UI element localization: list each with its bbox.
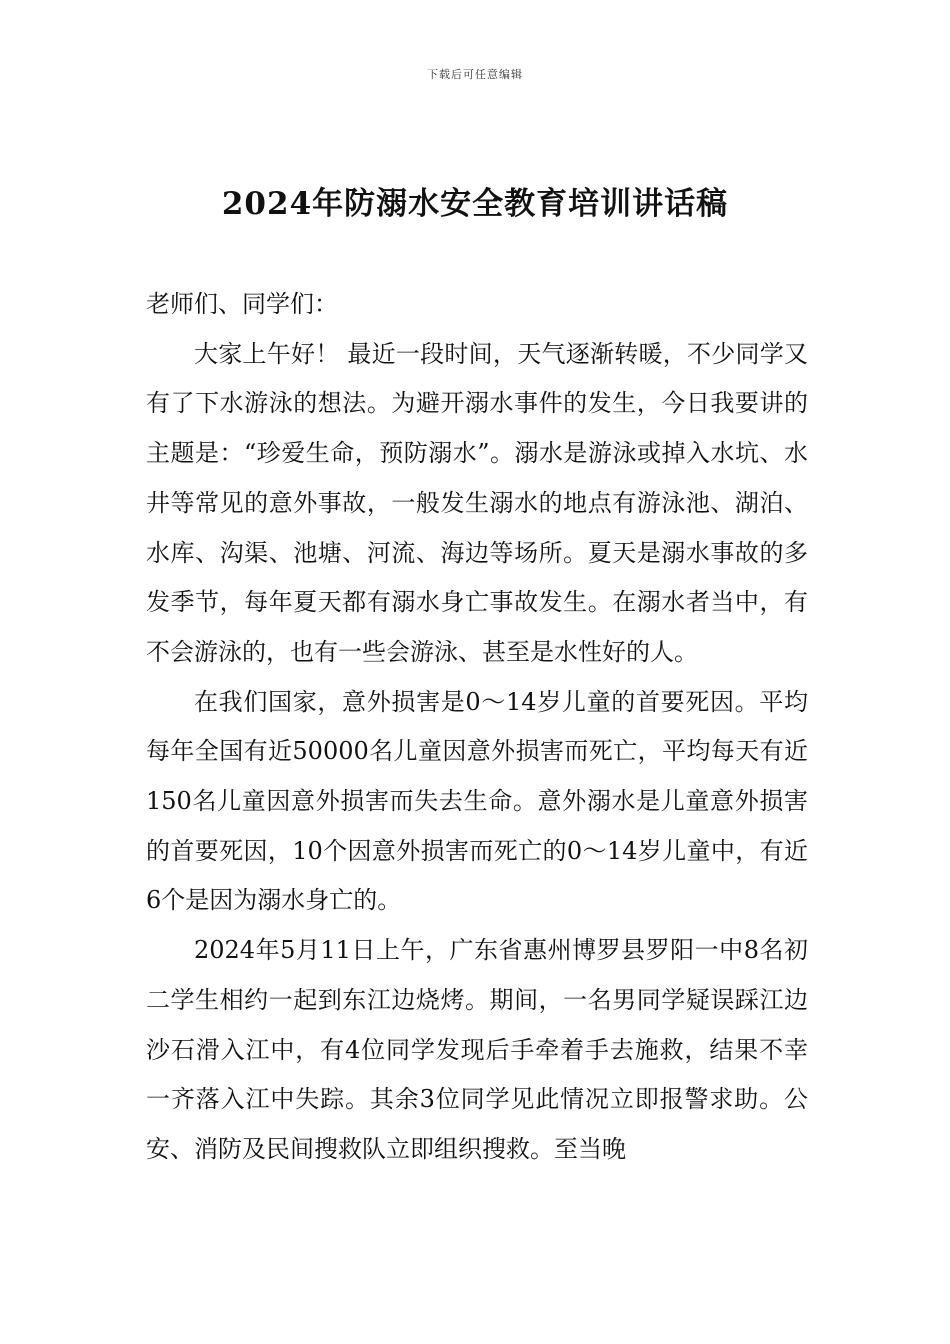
- paragraph-3: 2024年5月11日上午，广东省惠州博罗县罗阳一中8名初二学生相约一起到东江边烧烤。期间，一名男同学疑误踩江边沙石滑入江中，有4位同学发现后手牵着手去施救，结果不幸一齐落入江中失踪。其余3位同学见此情况立即报警求助。公安、消防及民间搜救队立即组织搜救。至当晚: [146, 936, 808, 1163]
- document-title: 2024年防溺水安全教育培训讲话稿: [221, 186, 729, 222]
- paragraph-1: 大家上午好！ 最近一段时间，天气逐渐转暖，不少同学又有了下水游泳的想法。为避开溺水事件的发生，今日我要讲的主题是：“珍爱生命，预防溺水”。溺水是游泳或掉入水坑、水井等常见的意外事故，一般发生溺水的地点有游泳池、湖泊、水库、沟渠、池塘、河流、海边等场所。夏天是溺水事故的多发季节，每年夏天都有溺水身亡事故发生。在溺水者当中，有不会游泳的，也有一些会游泳、甚至是水性好的人。: [146, 339, 808, 666]
- paragraph-2: 在我们国家，意外损害是0～14岁儿童的首要死因。平均每年全国有近50000名儿童因意外损害而死亡，平均每天有近150名儿童因意外损害而失去生命。意外溺水是儿童意外损害的首要死因，10个因意外损害而死亡的0～14岁儿童中，有近6个是因为溺水身亡的。: [146, 687, 808, 915]
- salutation: 老师们、同学们：: [146, 290, 338, 318]
- header-note: 下载后可任意编辑: [427, 68, 523, 81]
- document-body: [146, 280, 808, 1175]
